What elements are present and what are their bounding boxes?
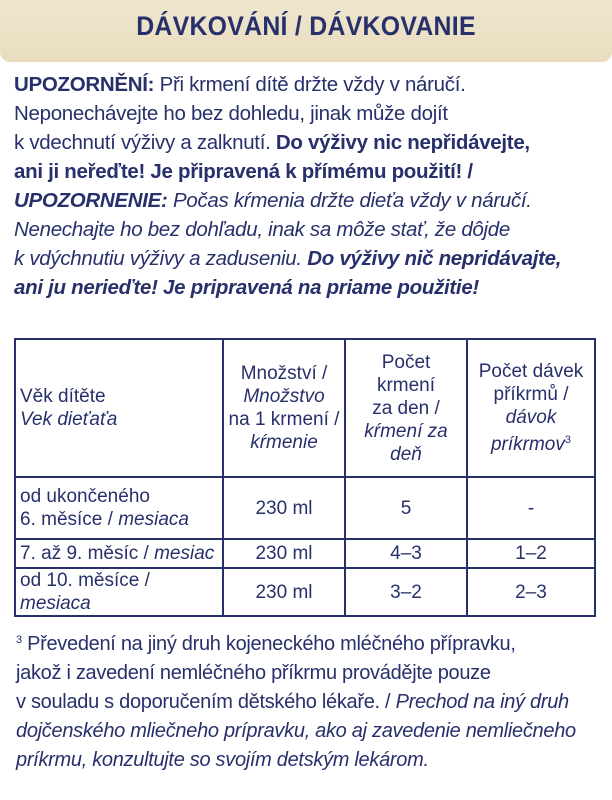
warning-bold-text: Do výživy nič nepridávajte, xyxy=(307,247,562,270)
cell-text: od ukončeného xyxy=(20,486,150,507)
cell-text: mesiaca xyxy=(20,593,91,614)
cell-text xyxy=(20,508,218,531)
cell-age xyxy=(15,539,223,568)
header-age-cz: Věk dítěte xyxy=(20,386,106,407)
header-text: kŕmení za deň xyxy=(364,420,448,465)
header-text: príkrmov xyxy=(490,434,565,455)
header-portions xyxy=(467,339,595,477)
warning-line: ani ju nerieďte! Je pripravená na priame použitie! xyxy=(14,276,479,299)
header-age xyxy=(15,339,223,477)
header-text: Počet dávek xyxy=(478,361,584,382)
header-text xyxy=(472,429,590,456)
cell-feeds: 5 xyxy=(345,477,467,539)
header-feeds xyxy=(345,339,467,477)
warning-bold-text: Do výživy nic nepřidávejte, xyxy=(275,131,530,154)
warning-text: Počas kŕmenia držte dieťa vždy v náručí. xyxy=(167,189,532,212)
header-text: za den / xyxy=(372,397,440,419)
header-text: Množstvo xyxy=(243,386,325,407)
footnote-block xyxy=(16,626,604,775)
header-text: Počet xyxy=(381,351,431,373)
page-title: DÁVKOVÁNÍ / DÁVKOVANIE xyxy=(136,11,476,41)
footnote-line xyxy=(16,688,604,717)
header-text: krmení xyxy=(376,374,436,396)
cell-text: mesiaca xyxy=(118,509,189,530)
warning-line xyxy=(14,186,604,215)
table-row xyxy=(15,568,595,616)
warning-label-cz: UPOZORNĚNÍ: xyxy=(14,73,155,96)
cell-amount: 230 ml xyxy=(223,568,345,616)
warning-block xyxy=(14,70,604,302)
header-text: na 1 krmení / xyxy=(228,409,340,430)
footnote-text: Prechod na iný druh xyxy=(395,691,569,713)
cell-feeds: 3–2 xyxy=(345,568,467,616)
warning-line xyxy=(14,70,604,99)
cell-text: 7. až 9. měsíc / xyxy=(20,543,155,564)
warning-text: Při krmení dítě držte vždy v náručí. xyxy=(154,73,466,96)
footnote-text: v souladu s doporučením dětského lékaře. / xyxy=(16,691,396,713)
header-amount xyxy=(223,339,345,477)
table-row xyxy=(15,477,595,539)
footnote-text: Převedení na jiný druh kojeneckého mléčného přípravku, xyxy=(21,633,516,655)
warning-line: Neponechávejte ho bez dohledu, jinak může dojít xyxy=(14,102,448,125)
header-text: dávok xyxy=(505,407,557,428)
cell-age xyxy=(15,568,223,616)
warning-line: ani ji neřeďte! Je připravená k přímému použití! / xyxy=(14,160,473,183)
cell-portions: 2–3 xyxy=(467,568,595,616)
header-age-sk: Vek dieťaťa xyxy=(20,409,118,430)
footnote-marker: 3 xyxy=(564,434,572,446)
warning-label-sk: UPOZORNENIE: xyxy=(14,189,168,212)
cell-text: mesiac xyxy=(154,543,215,564)
table-row xyxy=(15,539,595,568)
warning-text: k vdechnutí výživy a zalknutí. xyxy=(14,131,276,154)
dosage-table xyxy=(14,338,596,617)
footnote-line: príkrmu, konzultujte so svojím detským lekárom. xyxy=(16,749,429,771)
cell-portions: 1–2 xyxy=(467,539,595,568)
footnote-line: jakož i zavedení nemléčného příkrmu provádějte pouze xyxy=(16,662,491,684)
warning-line: Nenechajte ho bez dohľadu, inak sa môže stať, že dôjde xyxy=(14,218,510,241)
cell-text: 6. měsíce / xyxy=(20,509,119,530)
footnote-line: dojčenského mliečneho prípravku, ako aj zavedenie nemliečneho xyxy=(16,720,576,742)
cell-portions: - xyxy=(467,477,595,539)
header-text: kŕmenie xyxy=(250,432,318,453)
cell-text: od 10. měsíce / xyxy=(20,570,150,591)
cell-amount: 230 ml xyxy=(223,477,345,539)
warning-text: k vdýchnutiu výživy a zaduseniu. xyxy=(14,247,308,270)
header-text: Množství / xyxy=(240,363,328,384)
warning-line xyxy=(14,128,604,157)
footnote-marker: 3 xyxy=(16,634,22,646)
cell-amount: 230 ml xyxy=(223,539,345,568)
cell-feeds: 4–3 xyxy=(345,539,467,568)
warning-line xyxy=(14,244,604,273)
cell-age xyxy=(15,477,223,539)
footnote-line xyxy=(16,626,604,659)
header-text: příkrmů / xyxy=(493,384,569,405)
table-header-row xyxy=(15,339,595,477)
